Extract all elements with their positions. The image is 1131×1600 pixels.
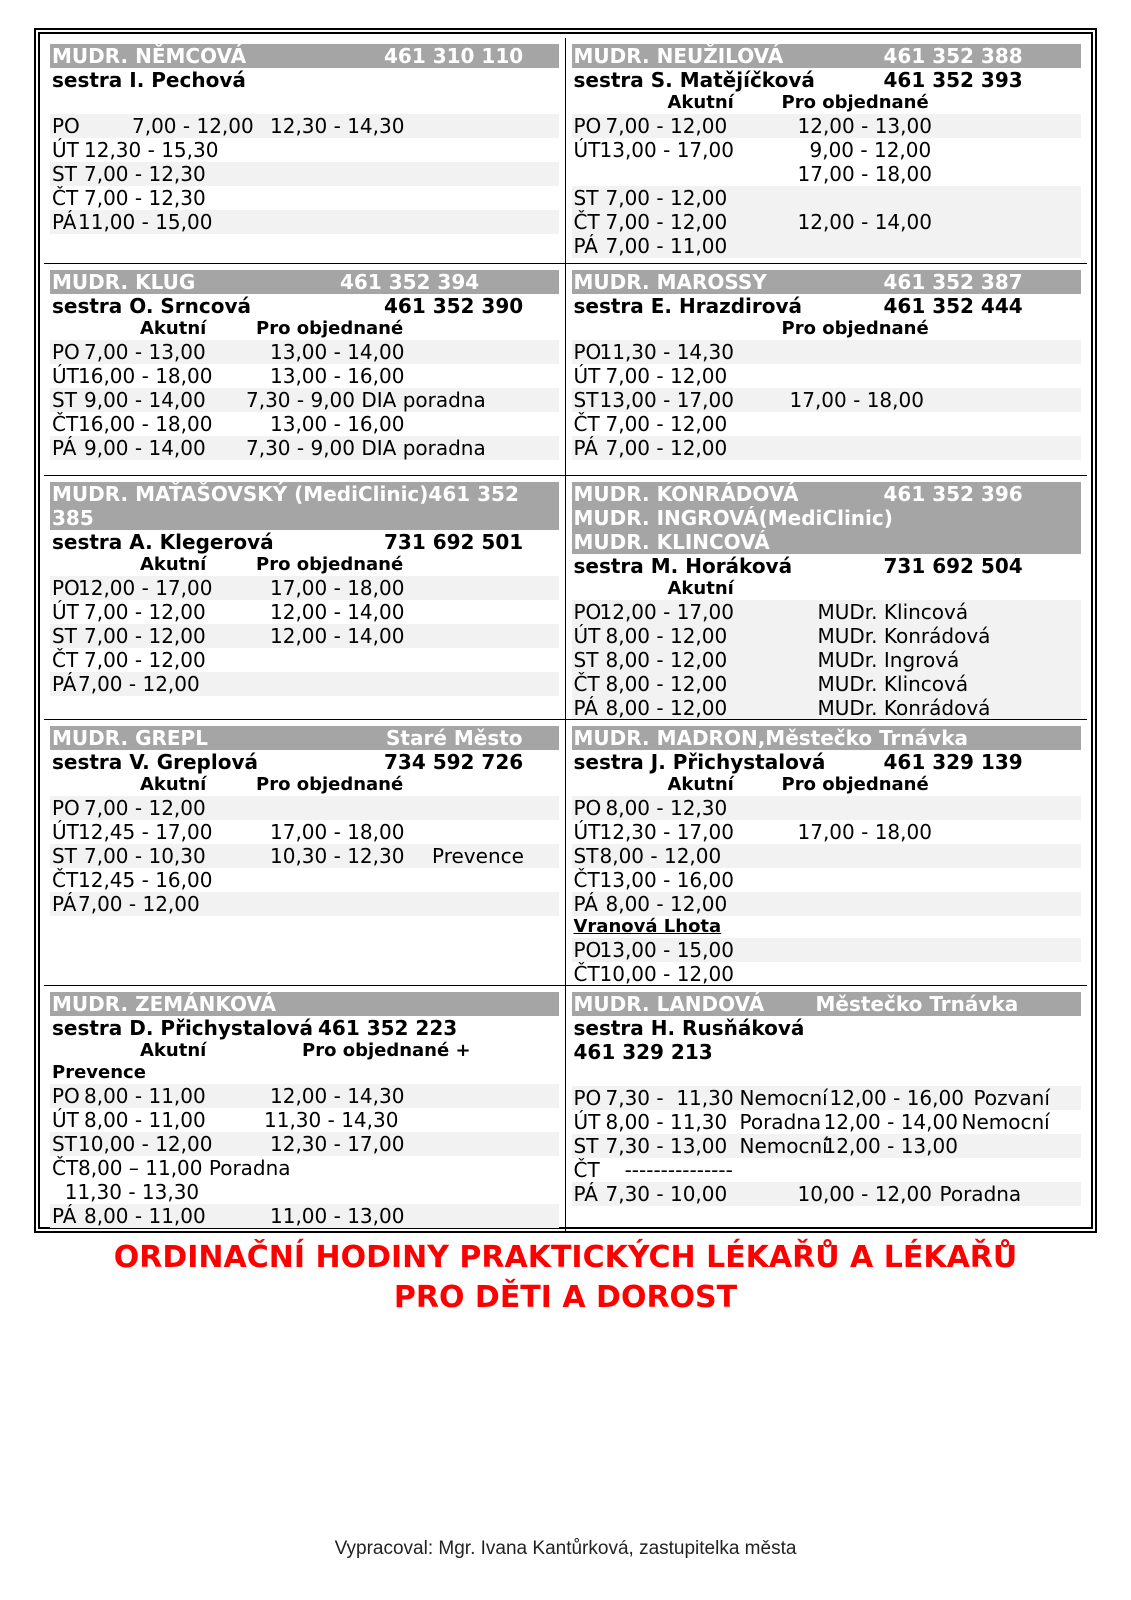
hours-a: 7,30 - 13,00 (605, 1134, 728, 1158)
hours-row (572, 412, 1082, 436)
col-ordered: Pro objednané (256, 774, 404, 795)
hours-a: 16,00 - 18,00 (78, 364, 213, 388)
nurse-line (50, 750, 559, 774)
nurse-phone: 461 352 390 (384, 294, 524, 318)
day: ČT (573, 672, 600, 696)
hours-a: 8,00 - 11,00 (84, 1084, 206, 1108)
hours-row (572, 1158, 1082, 1182)
nurse-line (572, 294, 1082, 318)
day: ST (573, 388, 599, 412)
hours-a: 9,00 - 14,00 (84, 436, 206, 460)
doctor-phone: 461 352 387 (883, 270, 1023, 294)
hours-row (50, 1204, 559, 1228)
day: ÚT (52, 364, 79, 388)
hours-a: 7,00 - 12,00 (78, 892, 200, 916)
day: ST (52, 388, 77, 412)
footer-credit: Vypracoval: Mgr. Ivana Kantůrková, zastupitelka města (334, 1538, 797, 1559)
hours-row (572, 1182, 1082, 1206)
doctor-name: MUDR. ZEMÁNKOVÁ (52, 992, 277, 1016)
col-acute: Akutní (140, 318, 207, 339)
day: ÚT (52, 820, 79, 844)
hours-a: 7,00 - 12,30 (84, 186, 206, 210)
doctor-phone: 461 310 110 (384, 44, 524, 68)
hours-a: 8,00 - 12,00 (605, 624, 728, 648)
nurse-name: sestra O. Srncová (52, 294, 252, 318)
cell-grepl (44, 720, 566, 986)
hours-a: 7,00 - 12,00 (605, 186, 728, 210)
hours-b: 17,00 - 18,00 (797, 820, 932, 844)
nurse-line (572, 1016, 1082, 1040)
hours-a: 8,00 - 11,00 (84, 1204, 206, 1228)
note-b: Poradna (939, 1182, 1022, 1206)
hours-b: 13,00 - 16,00 (270, 412, 405, 436)
hours-row (50, 648, 559, 672)
hours-a: 12,00 - 17,00 (599, 600, 734, 624)
day: ČT (573, 210, 600, 234)
hours-row (572, 1110, 1082, 1134)
hours-row (572, 696, 1082, 720)
hours-a: 8,00 - 12,00 (599, 844, 722, 868)
doctor-header (572, 270, 1082, 294)
hours-a: 7,00 - 12,00 (132, 114, 254, 138)
hours-b: 12,00 - 14,00 (270, 600, 405, 624)
doctor-phone: 461 352 396 (883, 482, 1023, 506)
hours-b: 10,30 - 12,30 (270, 844, 405, 868)
cell-zemankova (44, 986, 566, 1233)
cell-marossy (566, 264, 1088, 476)
hours-a: 7,00 - 12,00 (84, 648, 206, 672)
hours-a: 10,00 - 12,00 (78, 1132, 213, 1156)
col-ordered: Pro objednané + (302, 1040, 471, 1061)
hours-a: 8,00 - 12,00 (605, 672, 728, 696)
day: PÁ (573, 892, 598, 916)
schedule-grid (44, 38, 1087, 1228)
doctor-phone: 461 352 388 (883, 44, 1023, 68)
nurse-name: sestra V. Greplová (52, 750, 259, 774)
hours-row (50, 672, 559, 696)
day: ÚT (573, 624, 601, 648)
hours-row (50, 138, 559, 162)
day: ÚT (52, 138, 79, 162)
col-ordered: Pro objednané (781, 774, 929, 795)
hours-row (572, 672, 1082, 696)
nurse-name: sestra S. Matějíčková (573, 68, 815, 92)
doctor-name: MUDR. MAROSSY (573, 270, 767, 294)
day: PO (573, 1086, 602, 1110)
hours-a: 7,00 - 13,00 (84, 340, 206, 364)
hours-b: 12,00 - 13,00 (823, 1134, 958, 1158)
nurse-line (50, 1016, 559, 1040)
hours-a: 16,00 - 18,00 (78, 412, 213, 436)
hours-row (572, 868, 1082, 892)
cell-matasovsky (44, 476, 566, 720)
cell-neuzilova (566, 38, 1088, 264)
nurse-line (572, 750, 1082, 774)
day: PO (52, 796, 80, 820)
column-headers (50, 774, 559, 796)
hours-a: 8,00 - 11,00 (84, 1108, 206, 1132)
hours-a: --------------- (605, 1158, 733, 1182)
hours-b: 12,00 - 16,00 (829, 1086, 964, 1110)
hours-b: 12,00 - 13,00 (797, 114, 932, 138)
hours-row (572, 796, 1082, 820)
hours-a: 12,45 - 17,00 (78, 820, 213, 844)
col-acute: Akutní (140, 774, 207, 795)
column-headers-2 (50, 1062, 559, 1084)
hours-a: 7,00 - 12,00 (605, 436, 728, 460)
hours-row (50, 868, 559, 892)
doctor-header (50, 270, 559, 294)
hours-a: 7,30 - 10,00 (605, 1182, 728, 1206)
hours-row (572, 892, 1082, 916)
hours-b: 17,00 - 18,00 (270, 820, 405, 844)
hours-a: 10,00 - 12,00 (599, 962, 734, 986)
hours-a: 11,30 - 14,30 (599, 340, 734, 364)
hours-a: 13,00 - 15,00 (599, 938, 734, 962)
day: PÁ (573, 1182, 598, 1206)
hours-row (50, 114, 559, 138)
day: PO (52, 340, 80, 364)
nurse-phone: 461 352 393 (883, 68, 1023, 92)
day: ÚT (52, 1108, 79, 1132)
nurse-line (572, 68, 1082, 92)
hours-row (50, 576, 559, 600)
hours-a: 7,00 - 10,30 (84, 844, 206, 868)
hours-a: 8,00 - 11,30 (605, 1110, 728, 1134)
doctor-header (572, 482, 1082, 554)
column-headers (572, 578, 1082, 600)
hours-b: 13,00 - 14,00 (270, 340, 405, 364)
hours-a: 12,30 - 15,30 (84, 138, 219, 162)
day: PÁ (573, 696, 598, 720)
hours-b: 12,00 - 14,00 (823, 1110, 958, 1134)
cell-nemcova (44, 38, 566, 264)
hours-row (50, 1132, 559, 1156)
hours-row (50, 1180, 559, 1204)
hours-a: 7,30 - 11,30 (605, 1086, 734, 1110)
hours-row (572, 1134, 1082, 1158)
nurse-phone: 461 352 223 (318, 1016, 458, 1040)
doctor-name: MUDR. MAŤAŠOVSKÝ (MediClinic)461 352 385 (52, 482, 519, 530)
hours-row (50, 436, 559, 460)
nurse-phone: 461 329 139 (883, 750, 1023, 774)
note: Prevence (432, 844, 524, 868)
column-headers (572, 774, 1082, 796)
nurse-name: sestra I. Pechová (52, 68, 246, 92)
hours-b: 7,30 - 9,00 DIA poradna (246, 388, 486, 412)
hours-b: 12,30 - 17,00 (270, 1132, 405, 1156)
day: ČT (573, 962, 600, 986)
hours-a: 7,00 - 12,00 (84, 600, 206, 624)
day: ČT (52, 648, 79, 672)
hours-a: 7,00 - 12,00 (605, 412, 728, 436)
nurse-name: sestra E. Hrazdirová (573, 294, 803, 318)
hours-row (50, 820, 559, 844)
title-line-1: ORDINAČNÍ HODINY PRAKTICKÝCH LÉKAŘŮ A LÉKAŘŮ (113, 1240, 1018, 1275)
hours-a: 7,00 - 11,00 (605, 234, 728, 258)
note-b: Pozvaní (973, 1086, 1050, 1110)
day: ÚT (573, 138, 601, 162)
hours-b: 12,00 - 14,00 (797, 210, 932, 234)
hours-row (572, 234, 1082, 258)
col-acute: Akutní (667, 774, 734, 795)
day: ÚT (573, 364, 601, 388)
hours-b: 11,00 - 13,00 (270, 1204, 405, 1228)
day: ČT (52, 868, 79, 892)
doctor-header (572, 992, 1082, 1016)
day: ČT (573, 868, 600, 892)
note: Poradna (739, 1110, 822, 1134)
hours-row (50, 1156, 559, 1180)
nurse-line (50, 530, 559, 554)
nurse-phone: 461 352 444 (883, 294, 1023, 318)
doctor-name: MUDR. KLUG (52, 270, 196, 294)
hours-b: 17,00 - 18,00 (797, 162, 932, 186)
hours-row (50, 186, 559, 210)
hours-a: 7,00 - 12,00 (605, 114, 728, 138)
column-headers (572, 318, 1082, 340)
day: ST (573, 186, 599, 210)
hours-row (572, 364, 1082, 388)
hours-row (50, 162, 559, 186)
day: ČT (52, 412, 79, 436)
doctor-on-duty: MUDr. Konrádová (817, 624, 991, 648)
hours-row (572, 820, 1082, 844)
hours-a: 9,00 - 14,00 (84, 388, 206, 412)
doctor-on-duty: MUDr. Klincová (817, 672, 969, 696)
col-acute: Akutní (140, 1040, 207, 1061)
hours-a: 13,00 - 17,00 (599, 138, 734, 162)
cell-konradova (566, 476, 1088, 720)
hours-row (50, 340, 559, 364)
note: Nemocní (739, 1134, 828, 1158)
day: PO (573, 340, 602, 364)
hours-row (50, 1108, 559, 1132)
day: PO (573, 938, 602, 962)
day: PO (52, 1084, 80, 1108)
hours-row (572, 186, 1082, 210)
hours-b: 12,30 - 14,30 (270, 114, 405, 138)
day: ST (52, 1132, 77, 1156)
hours-a: 7,00 - 12,30 (84, 162, 206, 186)
hours-row (572, 962, 1082, 986)
doctor-header (50, 44, 559, 68)
hours-b: 9,00 - 12,00 (809, 138, 932, 162)
branch-line (572, 916, 1082, 938)
day: ST (573, 844, 599, 868)
hours-row (50, 892, 559, 916)
doctor-header (572, 44, 1082, 68)
nurse-phone: 461 329 213 (573, 1040, 713, 1064)
day: ÚT (573, 1110, 601, 1134)
doctor-on-duty: MUDr. Klincová (817, 600, 969, 624)
hours-a: 7,00 - 12,00 (84, 796, 206, 820)
day: PÁ (52, 1204, 77, 1228)
col-acute: Akutní (667, 578, 734, 599)
note-b: Nemocní (961, 1110, 1050, 1134)
hours-a: 8,00 - 12,00 (605, 696, 728, 720)
col-acute: Akutní (667, 92, 734, 113)
doctor-phone: 461 352 394 (340, 270, 480, 294)
day: ST (52, 624, 77, 648)
hours-b: 17,00 - 18,00 (789, 388, 924, 412)
hours-a: 13,00 - 17,00 (599, 388, 734, 412)
hours-a: 8,00 - 12,30 (605, 796, 728, 820)
day: ST (573, 1134, 599, 1158)
nurse-name: sestra H. Rusňáková (573, 1016, 805, 1040)
column-headers (572, 92, 1082, 114)
day: PÁ (573, 436, 598, 460)
cell-madron (566, 720, 1088, 986)
hours-row (572, 436, 1082, 460)
hours-a: 12,45 - 16,00 (78, 868, 213, 892)
hours-a: 11,30 - 13,30 (52, 1180, 200, 1204)
hours-row (572, 138, 1082, 162)
nurse-name: sestra J. Přichystalová (573, 750, 826, 774)
nurse-phone: 731 692 501 (384, 530, 524, 554)
day: ČT (52, 186, 79, 210)
cell-klug (44, 264, 566, 476)
doctor-on-duty: MUDr. Konrádová (817, 696, 991, 720)
hours-a: 7,00 - 12,00 (605, 364, 728, 388)
branch-name: Vranová Lhota (573, 916, 722, 937)
hours-row (572, 340, 1082, 364)
schedule-frame (34, 28, 1097, 1233)
nurse-name: sestra M. Horáková (573, 554, 793, 578)
column-headers (50, 318, 559, 340)
hours-row (572, 624, 1082, 648)
day: PÁ (573, 234, 598, 258)
hours-row (572, 114, 1082, 138)
hours-a: 11,00 - 15,00 (78, 210, 213, 234)
hours-a: 7,00 - 12,00 (78, 672, 200, 696)
doctor-header (50, 482, 559, 530)
doctor-header (50, 726, 559, 750)
col-ordered: Pro objednané (256, 318, 404, 339)
hours-row (572, 162, 1082, 186)
nurse-line (572, 554, 1082, 578)
hours-b: 13,00 - 16,00 (270, 364, 405, 388)
col-ordered: Pro objednané (256, 554, 404, 575)
col-acute: Akutní (140, 554, 207, 575)
note: Nemocní (739, 1086, 828, 1110)
hours-a: 7,00 - 12,00 (605, 210, 728, 234)
day: PÁ (52, 210, 77, 234)
day: PO (573, 114, 602, 138)
hours-a: 8,00 – 11,00 Poradna (78, 1156, 291, 1180)
hours-row (572, 388, 1082, 412)
page-title (0, 1238, 1131, 1318)
doctor-header (572, 726, 1082, 750)
doctor-name: MUDR. NĚMCOVÁ (52, 44, 247, 68)
doctor-name: MUDR. GREPL (52, 726, 208, 750)
hours-row (50, 624, 559, 648)
hours-a: 8,00 - 12,00 (605, 892, 728, 916)
doctor-name: MUDR. NEUŽILOVÁ (573, 44, 784, 68)
hours-row (50, 844, 559, 868)
hours-row (572, 600, 1082, 624)
doctor-name: MUDR. KONRÁDOVÁ (573, 482, 799, 506)
hours-row (50, 796, 559, 820)
day: ČT (573, 1158, 600, 1182)
day: PO (52, 114, 80, 138)
doctor-on-duty: MUDr. Ingrová (817, 648, 960, 672)
hours-row (572, 210, 1082, 234)
hours-a: 8,00 - 12,00 (605, 648, 728, 672)
day: ST (52, 844, 77, 868)
hours-a: 12,00 - 17,00 (78, 576, 213, 600)
day: ÚT (573, 820, 601, 844)
day: PÁ (52, 672, 77, 696)
day: PÁ (52, 436, 77, 460)
hours-row (50, 600, 559, 624)
day: PÁ (52, 892, 77, 916)
nurse-name: sestra D. Přichystalová (52, 1016, 314, 1040)
nurse-phone-line (572, 1040, 1082, 1064)
hours-b: 10,00 - 12,00 (797, 1182, 932, 1206)
hours-row (572, 648, 1082, 672)
doctor-header (50, 992, 559, 1016)
day: ST (573, 648, 599, 672)
day: PO (573, 600, 602, 624)
hours-a: 12,30 - 17,00 (599, 820, 734, 844)
hours-b: 17,00 - 18,00 (270, 576, 405, 600)
nurse-phone: 734 592 726 (384, 750, 524, 774)
hours-a: 7,00 - 12,00 (84, 624, 206, 648)
hours-b: 12,00 - 14,30 (270, 1084, 405, 1108)
day: PO (52, 576, 80, 600)
hours-b: 11,30 - 14,30 (264, 1108, 399, 1132)
hours-b: 12,00 - 14,00 (270, 624, 405, 648)
doctor-name-2: MUDR. INGROVÁ(MediClinic) (573, 506, 893, 530)
hours-row (572, 938, 1082, 962)
doctor-name-3: MUDR. KLINCOVÁ (573, 530, 770, 554)
day: ČT (573, 412, 600, 436)
hours-a: 13,00 - 16,00 (599, 868, 734, 892)
col-ordered: Pro objednané (781, 92, 929, 113)
nurse-phone: 731 692 504 (883, 554, 1023, 578)
doctor-location: Staré Město (386, 726, 523, 750)
doctor-name: MUDR. MADRON,Městečko Trnávka (573, 726, 968, 750)
doctor-location: Městečko Trnávka (815, 992, 1019, 1016)
hours-row (50, 388, 559, 412)
title-line-2: PRO DĚTI A DOROST (393, 1280, 738, 1315)
nurse-name: sestra A. Klegerová (52, 530, 274, 554)
hours-row (572, 844, 1082, 868)
day: ČT (52, 1156, 79, 1180)
col-ordered: Pro objednané (781, 318, 929, 339)
hours-row (50, 412, 559, 436)
hours-row (50, 1084, 559, 1108)
column-headers (50, 1040, 559, 1062)
col-prevention: Prevence (52, 1062, 146, 1083)
day: PO (573, 796, 602, 820)
day: ST (52, 162, 77, 186)
hours-row (50, 210, 559, 234)
day: ÚT (52, 600, 79, 624)
hours-b: 7,30 - 9,00 DIA poradna (246, 436, 486, 460)
nurse-line (50, 68, 559, 92)
doctor-name: MUDR. LANDOVÁ (573, 992, 765, 1016)
hours-row (50, 364, 559, 388)
column-headers (50, 554, 559, 576)
nurse-line (50, 294, 559, 318)
cell-landova (566, 986, 1088, 1233)
hours-row (572, 1086, 1082, 1110)
